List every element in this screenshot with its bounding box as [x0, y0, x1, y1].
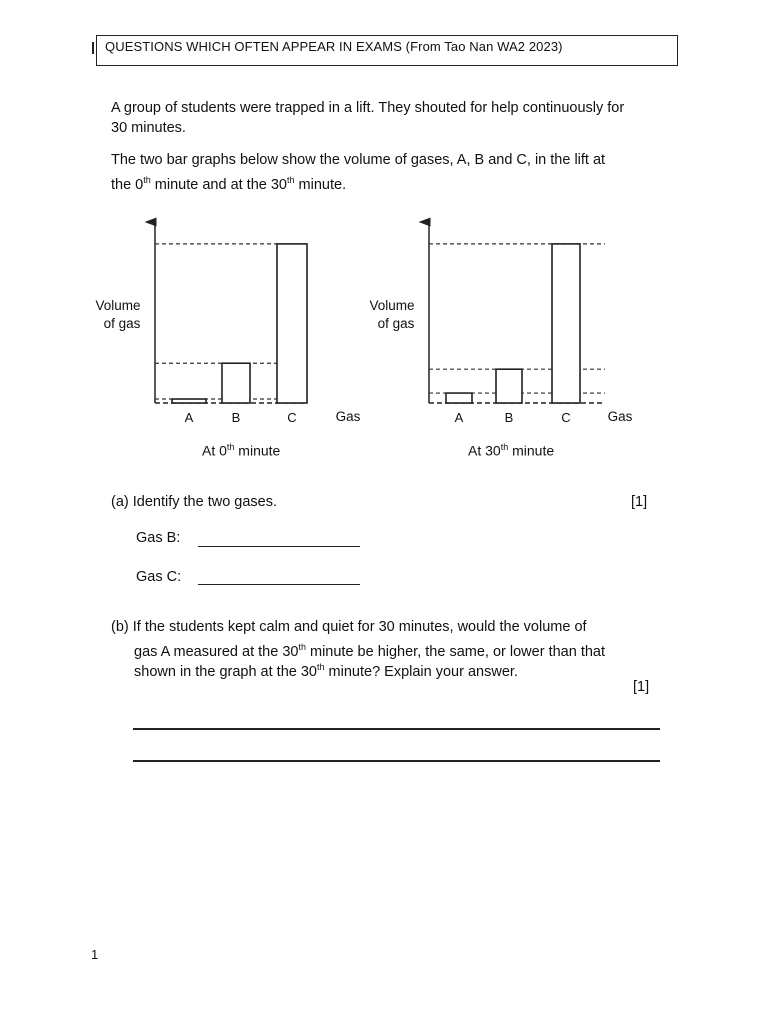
y-axis-label-line-1: Volume	[95, 298, 141, 313]
intro-line-2: 30 minutes.	[111, 120, 186, 136]
chart-1-caption: At 30th minute	[468, 442, 555, 459]
question-b-marks: [1]	[633, 679, 650, 695]
gas-c-answer-line[interactable]	[198, 584, 360, 585]
bar-charts	[0, 210, 768, 510]
x-axis-label: Gas	[335, 409, 361, 424]
question-b-line-2: gas A measured at the 30th minute be higher, the same, or lower than that	[134, 642, 606, 660]
question-b-line-3: shown in the graph at the 30th minute? Explain your answer.	[134, 662, 518, 680]
bar-b	[222, 363, 250, 403]
y-axis-label-line-2: of gas	[377, 316, 415, 331]
tick-label-a: A	[184, 410, 194, 425]
gas-b-answer-line[interactable]	[198, 546, 360, 547]
question-a-marks: [1]	[631, 494, 648, 510]
chart-0-caption: At 0th minute	[202, 442, 281, 459]
page-number: 1	[91, 947, 99, 962]
intro-line-3: The two bar graphs below show the volume of gases, A, B and C, in the lift at	[111, 152, 606, 168]
bar-c	[552, 244, 580, 403]
x-axis-label: Gas	[607, 409, 633, 424]
tick-label-a: A	[454, 410, 464, 425]
tick-label-b: B	[504, 410, 514, 425]
bar-a	[446, 393, 472, 403]
bar-c	[277, 244, 307, 403]
y-axis-label-line-2: of gas	[103, 316, 141, 331]
bar-b	[496, 369, 522, 403]
intro-line-1: A group of students were trapped in a lift. They shouted for help continuously for	[111, 100, 625, 116]
y-axis-label-line-1: Volume	[369, 298, 415, 313]
answer-line-2[interactable]	[133, 760, 660, 762]
gas-c-label: Gas C:	[136, 569, 182, 585]
question-a-prompt: (a) Identify the two gases.	[111, 494, 278, 510]
answer-line-1[interactable]	[133, 728, 660, 730]
tick-label-c: C	[561, 410, 571, 425]
tick-label-c: C	[287, 410, 297, 425]
header-box	[96, 35, 678, 66]
tick-label-b: B	[231, 410, 241, 425]
bar-a	[172, 399, 206, 403]
chart-at-30th-minute	[369, 222, 632, 425]
header-title: QUESTIONS WHICH OFTEN APPEAR IN EXAMS (From Tao Nan WA2 2023)	[105, 39, 563, 54]
chart-at-0th-minute	[95, 222, 360, 425]
question-b-line-1: (b) If the students kept calm and quiet for 30 minutes, would the volume of	[111, 619, 587, 635]
gas-b-label: Gas B:	[136, 530, 181, 546]
intro-line-4: the 0th minute and at the 30th minute.	[111, 175, 347, 193]
header-margin-mark	[92, 42, 94, 54]
